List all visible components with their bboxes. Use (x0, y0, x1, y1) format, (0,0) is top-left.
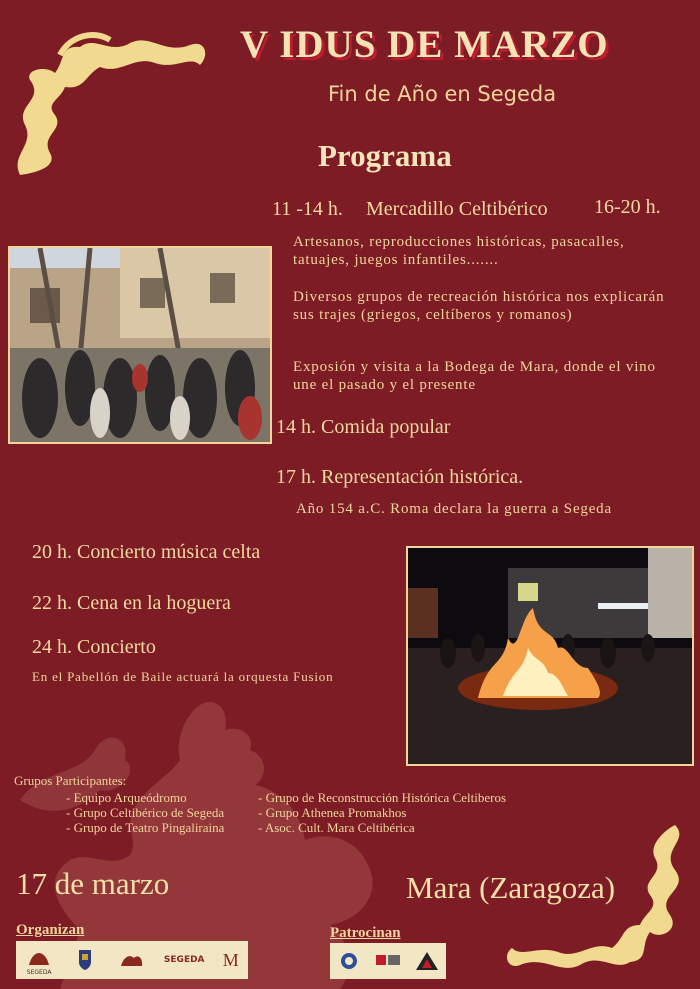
schedule-concert-celtic: 20 h. Concierto música celta (32, 541, 261, 563)
group-item: - Grupo de Reconstrucción Histórica Celtiberos (258, 790, 507, 805)
event-date: 17 de marzo (16, 866, 170, 901)
market-title: Mercadillo Celtibérico (366, 198, 548, 220)
patrocinan-label: Patrocinan (330, 925, 401, 941)
segeda-logo: SEGEDA (25, 945, 53, 976)
bonfire-photo (406, 546, 694, 766)
group-item: - Equipo Arqueódromo (66, 790, 187, 805)
celtic-horse-logo (118, 948, 146, 972)
groups-heading: Grupos Participantes: (14, 773, 127, 788)
group-item: - Grupo Celtibérico de Segeda (66, 805, 225, 820)
town-crest-logo (71, 948, 99, 972)
schedule-lunch: 14 h. Comida popular (276, 416, 451, 438)
market-desc-3: Exposión y visita a la Bodega de Mara, donde el vino une el pasado y el presente (293, 359, 656, 393)
market-desc-2: Diversos grupos de recreación histórica nos explicarán sus trajes (griegos, celtíberos y romanos) (293, 289, 665, 323)
schedule-concert: 24 h. Concierto (32, 636, 156, 658)
ornament-top-left (0, 15, 220, 185)
group-item: - Grupo Athenea Promakhos (258, 805, 407, 820)
organizer-logos (16, 941, 248, 979)
programa-heading: Programa (318, 138, 452, 173)
schedule-representation: 17 h. Representación histórica. (276, 466, 524, 488)
page-subtitle: Fin de Año en Segeda (328, 82, 557, 106)
groups-right-list (258, 790, 506, 835)
concert-desc: En el Pabellón de Baile actuará la orquesta Fusion (32, 669, 334, 684)
sponsor-tz-logo (374, 949, 402, 973)
market-time-right: 16-20 h. (594, 196, 661, 218)
sponsor-star-logo (335, 949, 363, 973)
group-item: - Asoc. Cult. Mara Celtibérica (258, 820, 415, 835)
groups-left-list (66, 790, 224, 835)
event-place: Mara (Zaragoza) (406, 870, 616, 905)
schedule-dinner: 22 h. Cena en la hoguera (32, 592, 231, 614)
market-time-left: 11 -14 h. (272, 198, 343, 220)
sponsor-triangle-logo (413, 949, 441, 973)
mara-logo: M (222, 949, 239, 970)
organizan-label: Organizan (16, 922, 85, 938)
page-title: V IDUS DE MARZO (240, 23, 609, 66)
group-item: - Grupo de Teatro Pingaliraina (66, 820, 225, 835)
market-desc-1: Artesanos, reproducciones históricas, pasacalles, tatuajes, juegos infantiles....... (293, 234, 625, 268)
sponsor-logos (330, 943, 446, 979)
representation-desc: Año 154 a.C. Roma declara la guerra a Segeda (296, 501, 612, 517)
market-photo (8, 246, 272, 444)
segeda-text-logo: SEGEDA (163, 955, 205, 965)
